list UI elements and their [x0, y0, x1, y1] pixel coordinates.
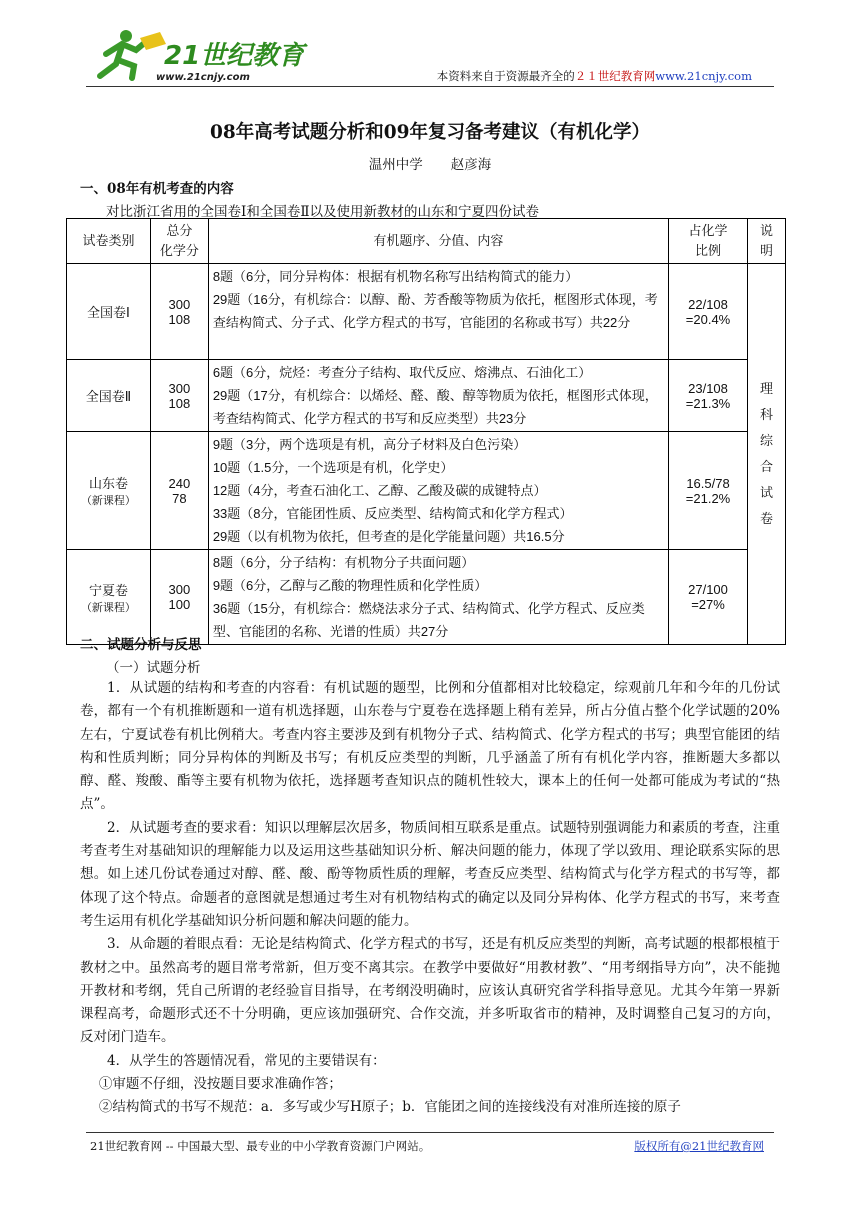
logo-url: www.21cnjy.com [156, 72, 250, 83]
table-row [67, 264, 786, 360]
author-name: 赵彦海 [450, 157, 492, 173]
site-logo [86, 24, 305, 84]
paragraph: 4．从学生的答题情况看，常见的主要错误有： [107, 1052, 386, 1069]
cell-total: 240 78 [150, 432, 208, 550]
author-line [0, 153, 860, 173]
paragraph: 1．从试题的结构和考查的内容看：有机试题的题型，比例和分值都相对比较稳定，综观前几年和今年的几份试卷，都有一个有机推断题和一道有机选择题，山东卷与宁夏卷在选择题上稍有差异，所占分值占整个化学试题的20%左右，宁夏试卷有机比例稍大。考查内容主要涉及到有机物分子式、结构简式、化学方程式的书写；典型官能团的结构和性质判断；同分异构体的判断及书写；有机反应类型的判断，几乎涵盖了所有有机化学内容，推断题大多都以醇、醛、羧酸、酯等主要有机物为依托，选择题考查知识点的随机性较大，课本上的任何一处都可能成为考试的“热点”。 [80, 680, 780, 813]
footer-text: 21世纪教育网 -- 中国最大型、最专业的中小学教育资源门户网站。 [90, 1139, 431, 1153]
runner-icon [86, 24, 305, 84]
section1-heading: 一、08年有机考查的内容 [80, 181, 234, 197]
cell-type: 全国卷Ⅰ [67, 264, 151, 360]
table-header-row [67, 219, 786, 264]
cell-type: 宁夏卷 （新课程） [67, 550, 151, 645]
cell-content: 6题（6分，烷烃：考查分子结构、取代反应、熔沸点、石油化工） 29题（17分，有机综合：以烯烃、醛、酸、醇等物质为依托，框图形式体现，考查结构简式、化学方程式的书写和反应类型）共23分 [208, 360, 668, 432]
section2-heading: 二、试题分析与反思 [80, 637, 202, 653]
list-item: ②结构简式的书写不规范：a．多写或少写H原子；b．官能团之间的连接线没有对准所连接的原子 [98, 1099, 681, 1116]
footer-divider [86, 1132, 774, 1133]
logo-text: 21世纪教育 [164, 41, 305, 71]
cell-type: 山东卷 （新课程） [67, 432, 151, 550]
th-ratio: 占化学 比例 [669, 219, 748, 264]
table-row [67, 550, 786, 645]
cell-type: 全国卷Ⅱ [67, 360, 151, 432]
cell-total: 300 108 [150, 360, 208, 432]
header-note-prefix: 本资料来自于资源最齐全的 [436, 69, 575, 83]
list-item: ①审题不仔细，没按题目要求准确作答； [98, 1076, 342, 1093]
cell-ratio: 27/100 =27% [669, 550, 748, 645]
paragraph: 3．从命题的着眼点看：无论是结构简式、化学方程式的书写，还是有机反应类型的判断，高考试题的根都根植于教材之中。虽然高考的题目常考常新，但万变不离其宗。在教学中要做好“用教材教”、“用考纲指导方向”，决不能抛开教材和考纲，凭自己所谓的老经验盲目指导，在考纲没明确时，应该认真研究省学科指导意见。尤其今年第一界新课程高考，命题形式还不十分明确，更应该加强研究、合作交流，并多听取省市的精神，及时调整自己复习的方向，反对闭门造车。 [80, 936, 780, 1046]
cell-content: 9题（3分，两个选项是有机，高分子材料及白色污染） 10题（1.5分，一个选项是有机，化学史） 12题（4分，考查石油化工、乙醇、乙酸及碳的成键特点） 33题（8分，官能团性质、反应类型、结构简式和化学方程式） 29题（以有机物为依托，但考查的是化学能量问题）共16.5分 [208, 432, 668, 550]
cell-ratio: 22/108 =20.4% [669, 264, 748, 360]
cell-ratio: 23/108 =21.3% [669, 360, 748, 432]
th-note: 说 明 [747, 219, 785, 264]
th-total: 总分 化学分 [150, 219, 208, 264]
analysis-body [80, 677, 780, 1120]
cell-content: 8题（6分，同分异构体：根据有机物名称写出结构简式的能力） 29题（16分，有机综合：以醇、酚、芳香酸等物质为依托，框图形式体现，考查结构简式、分子式、化学方程式的书写，官能团的名称或书写）共22分 [208, 264, 668, 360]
th-type: 试卷类别 [67, 219, 151, 264]
cell-total: 300 108 [150, 264, 208, 360]
cell-content: 8题（6分，分子结构：有机物分子共面问题） 9题（6分，乙醇与乙酸的物理性质和化学性质） 36题（15分，有机综合：燃烧法求分子式、结构简式、化学方程式、反应类型、官能团的名称、光谱的性质）共27分 [208, 550, 668, 645]
paragraph: 2．从试题考查的要求看：知识以理解层次居多，物质间相互联系是重点。试题特别强调能力和素质的考查，注重考查考生对基础知识的理解能力以及运用这些基础知识分析、解决问题的能力，体现了学以致用、理论联系实际的思想。如上述几份试卷通过对醇、醛、酸、酚等物质性质的理解，考查反应类型、结构简式与化学方程式的书写等，都体现了这个特点。命题者的意图就是想通过考生对有机物结构式的确定以及同分异构体、化学方程式的书写，来考查考生运用有机化学基础知识分析问题和解决问题的能力。 [80, 819, 780, 929]
section2-subheading: （一）试题分析 [106, 660, 201, 676]
exam-comparison-table [66, 218, 786, 645]
cell-total: 300 100 [150, 550, 208, 645]
cell-note: 理 科 综 合 试 卷 [747, 264, 785, 645]
table-row [67, 360, 786, 432]
header-note-url[interactable]: www.21cnjy.com [655, 69, 752, 83]
page-title: 08年高考试题分析和09年复习备考建议（有机化学） [210, 122, 650, 143]
author-school: 温州中学 [368, 157, 423, 173]
th-content: 有机题序、分值、内容 [208, 219, 668, 264]
header-divider [86, 86, 774, 87]
footer-copyright-link[interactable]: 版权所有@21世纪教育网 [634, 1139, 764, 1153]
header-note-site[interactable]: ２１世纪教育网 [574, 69, 656, 83]
section1-intro: 对比浙江省用的全国卷Ⅰ和全国卷Ⅱ以及使用新教材的山东和宁夏四份试卷 [106, 204, 540, 220]
header-note [437, 68, 752, 84]
table-row [67, 432, 786, 550]
cell-ratio: 16.5/78 =21.2% [669, 432, 748, 550]
